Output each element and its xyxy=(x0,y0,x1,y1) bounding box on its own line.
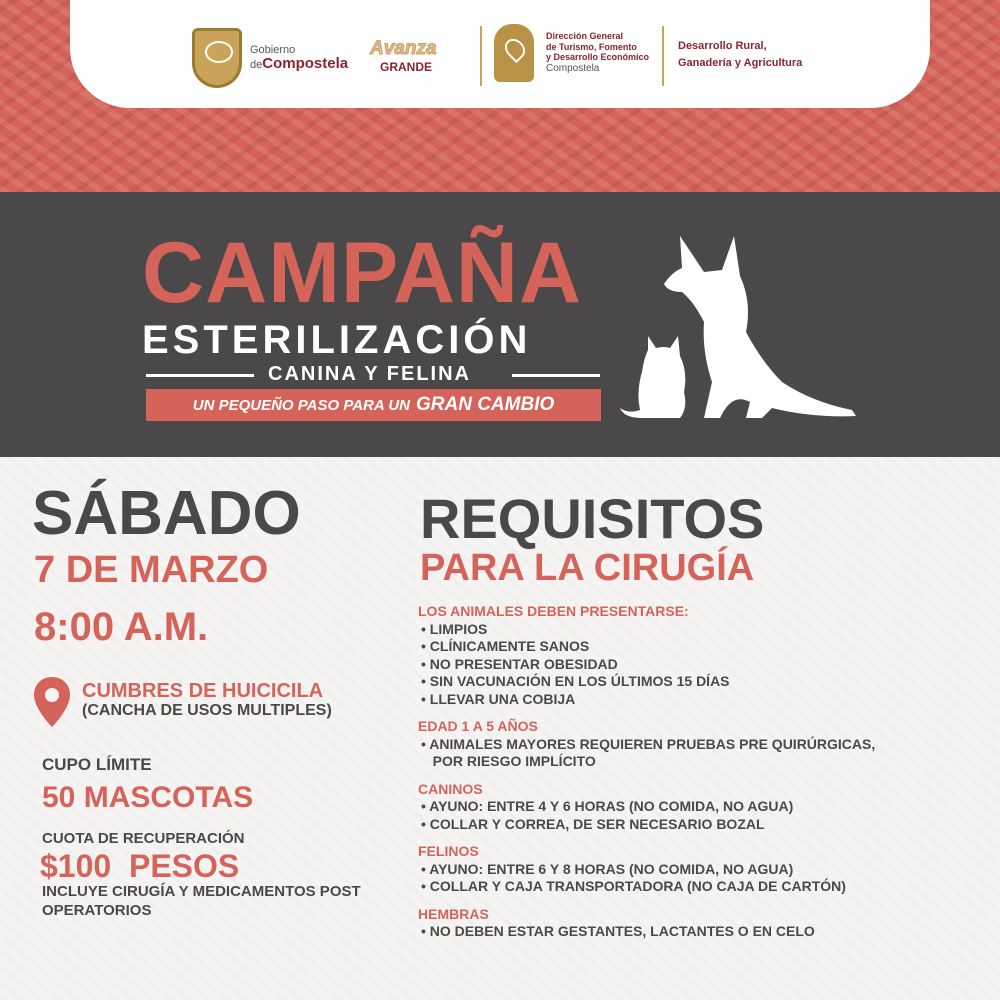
details-section xyxy=(0,457,1000,1000)
logo-bar xyxy=(70,0,930,108)
list-item: • LLEVAR UNA COBIJA xyxy=(421,690,576,707)
compostela-label: Compostela xyxy=(262,54,349,72)
direccion-turismo-logo xyxy=(494,24,666,82)
requirements-section xyxy=(418,718,988,771)
direccion-line-2: de Turismo, Fomento xyxy=(546,41,637,52)
requirements-list xyxy=(418,603,988,951)
campaign-title: CAMPAÑA xyxy=(142,225,583,321)
compostela-shield-icon xyxy=(192,28,242,88)
gobierno-compostela-logo xyxy=(192,28,348,88)
campaign-banner xyxy=(0,192,1000,457)
event-day: SÁBADO xyxy=(32,479,301,548)
event-date: 7 DE MARZO xyxy=(34,549,269,591)
cupo-label: CUPO LÍMITE xyxy=(42,755,152,774)
dog-and-cat-silhouette-icon xyxy=(612,232,862,422)
campaign-subtitle: ESTERILIZACIÓN xyxy=(142,318,532,362)
rural-line-1: Desarrollo Rural, xyxy=(678,40,767,52)
event-place-detail: (CANCHA DE USOS MULTIPLES) xyxy=(82,702,332,719)
list-item: • AYUNO: ENTRE 6 Y 8 HORAS (NO COMIDA, NO AGUA) xyxy=(421,860,794,877)
gobierno-de-label: de xyxy=(250,58,263,71)
list-item: • NO DEBEN ESTAR GESTANTES, LACTANTES O EN CELO xyxy=(421,923,815,939)
requirements-section xyxy=(418,843,988,896)
cuota-includes: INCLUYE CIRUGÍA Y MEDICAMENTOS POST OPERATORIOS xyxy=(42,883,361,919)
list-item: • COLLAR Y CORREA, DE SER NECESARIO BOZAL xyxy=(421,815,765,832)
cupo-value: 50 MASCOTAS xyxy=(42,781,254,814)
gobierno-label: Gobierno xyxy=(250,43,296,56)
requirements-title: REQUISITOS xyxy=(420,487,765,550)
header-pattern-band xyxy=(0,0,1000,192)
desarrollo-rural-logo xyxy=(678,38,828,71)
list-item: • NO PRESENTAR OBESIDAD xyxy=(421,655,618,672)
rural-line-2: Ganadería y Agricultura xyxy=(678,56,803,69)
event-place: CUMBRES DE HUICICILA xyxy=(82,680,324,702)
campaign-species: CANINA Y FELINA xyxy=(268,363,471,385)
slogan-box xyxy=(146,389,601,421)
list-item: • AYUNO: ENTRE 4 Y 6 HORAS (NO COMIDA, NO AGUA) xyxy=(421,798,794,814)
avanza-label: Avanza xyxy=(370,38,437,59)
list-item: • CLÍNICAMENTE SANOS xyxy=(421,638,590,654)
cuota-value: $100 PESOS xyxy=(40,848,240,884)
slogan-small: UN PEQUEÑO PASO PARA UN xyxy=(192,396,410,414)
decor-line-right xyxy=(512,374,600,377)
requirements-section xyxy=(418,781,988,834)
section-heading: EDAD 1 A 5 AÑOS xyxy=(418,718,538,734)
list-item: POR RIESGO IMPLÍCITO xyxy=(421,753,596,769)
section-heading: LOS ANIMALES DEBEN PRESENTARSE: xyxy=(418,603,689,619)
direccion-line-3: y Desarrollo Económico xyxy=(546,52,650,63)
location-pin-icon xyxy=(30,675,74,731)
list-item: • SIN VACUNACIÓN EN LOS ÚLTIMOS 15 DÍAS xyxy=(421,673,730,689)
direccion-compostela: Compostela xyxy=(546,63,600,75)
avanza-grande-logo xyxy=(370,38,437,74)
section-heading: FELINOS xyxy=(418,843,479,859)
list-item: • LIMPIOS xyxy=(421,620,488,637)
section-heading: CANINOS xyxy=(418,780,483,797)
event-time: 8:00 A.M. xyxy=(34,605,209,649)
list-item: • ANIMALES MAYORES REQUIEREN PRUEBAS PRE QUIRÚRGICAS, xyxy=(421,735,876,752)
requirements-section xyxy=(418,603,988,708)
location-seal-icon xyxy=(494,24,534,82)
section-heading: HEMBRAS xyxy=(418,905,489,922)
list-item: • COLLAR Y CAJA TRANSPORTADORA (NO CAJA DE CARTÓN) xyxy=(421,878,846,894)
decor-line-left xyxy=(146,374,254,377)
logo-divider xyxy=(662,26,664,86)
slogan-big: GRAN CAMBIO xyxy=(415,394,555,415)
logo-divider xyxy=(480,26,482,86)
requirements-subtitle: PARA LA CIRUGÍA xyxy=(420,547,755,589)
grande-label: GRANDE xyxy=(380,60,433,74)
cuota-label: CUOTA DE RECUPERACIÓN xyxy=(42,830,245,847)
requirements-section xyxy=(418,906,988,941)
direccion-line-1: Dirección General xyxy=(546,30,624,41)
